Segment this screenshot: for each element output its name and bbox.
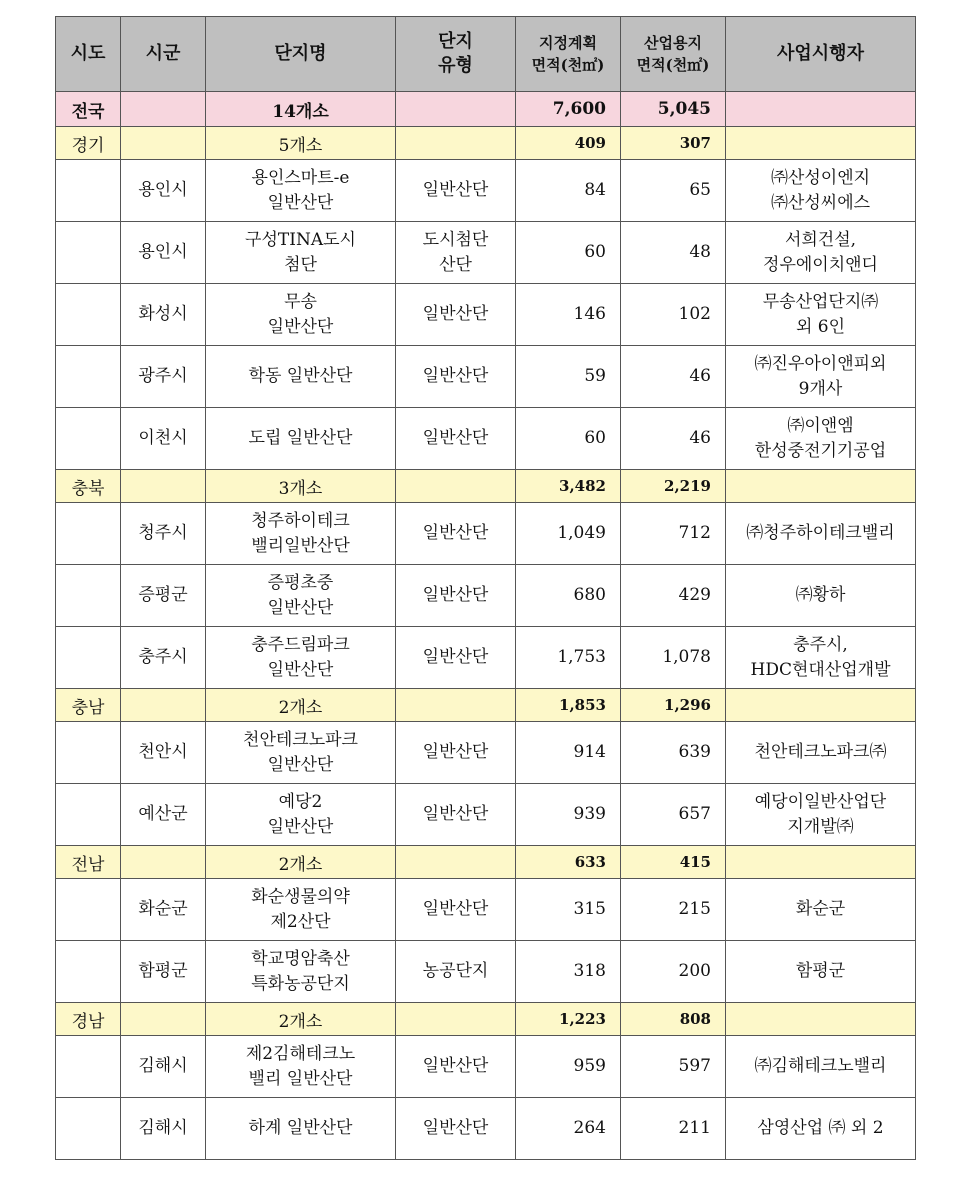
complex-cell xyxy=(206,284,396,346)
complex-line: 밸리 일반산단 xyxy=(248,1068,353,1089)
header-complex: 단지명 xyxy=(206,17,396,92)
complex-cell xyxy=(206,503,396,565)
operator-line: ㈜산성이엔지 xyxy=(770,167,871,188)
province-subtotal-row xyxy=(56,127,916,160)
plan-area-cell: 1,753 xyxy=(516,627,621,689)
complex-line: 학교명암축산 xyxy=(251,948,350,969)
national-count: 14개소 xyxy=(206,92,396,127)
industrial-area-cell: 46 xyxy=(621,346,726,408)
city-cell: 예산군 xyxy=(121,784,206,846)
header-type-line1: 단지 xyxy=(438,31,473,52)
plan-area-cell: 60 xyxy=(516,222,621,284)
operator-line: 한성중전기기공업 xyxy=(754,440,887,461)
complex-line: 밸리일반산단 xyxy=(251,535,350,556)
operator-line: 천안테크노파크㈜ xyxy=(754,742,887,762)
table-row xyxy=(56,346,916,408)
province-industrial-area: 307 xyxy=(621,127,726,160)
type-line: 일반산단 xyxy=(422,366,489,386)
industrial-area-cell: 200 xyxy=(621,941,726,1003)
operator-cell xyxy=(726,346,916,408)
province-city-empty xyxy=(121,689,206,722)
province-empty xyxy=(56,722,121,784)
industrial-area-cell: 429 xyxy=(621,565,726,627)
complex-cell xyxy=(206,784,396,846)
operator-cell xyxy=(726,222,916,284)
complex-line: 도립 일반산단 xyxy=(248,428,353,448)
province-count: 3개소 xyxy=(206,470,396,503)
operator-line: 삼영산업 ㈜ 외 2 xyxy=(757,1118,884,1138)
type-line: 일반산단 xyxy=(422,585,489,605)
type-cell xyxy=(396,284,516,346)
header-industrial-area-line2: 면적(천㎡) xyxy=(636,56,710,74)
operator-cell xyxy=(726,1036,916,1098)
operator-cell xyxy=(726,627,916,689)
complex-line: 무송 xyxy=(284,291,317,312)
type-cell xyxy=(396,346,516,408)
plan-area-cell: 680 xyxy=(516,565,621,627)
industrial-area-cell: 657 xyxy=(621,784,726,846)
type-cell xyxy=(396,879,516,941)
type-cell xyxy=(396,503,516,565)
operator-cell xyxy=(726,941,916,1003)
province-count: 5개소 xyxy=(206,127,396,160)
operator-cell xyxy=(726,1098,916,1160)
type-cell xyxy=(396,222,516,284)
province-subtotal-row xyxy=(56,846,916,879)
province-type-empty xyxy=(396,1003,516,1036)
complex-cell xyxy=(206,408,396,470)
province-subtotal-row xyxy=(56,470,916,503)
industrial-area-cell: 48 xyxy=(621,222,726,284)
operator-cell xyxy=(726,879,916,941)
complex-line: 제2김해테크노 xyxy=(245,1043,356,1064)
header-operator: 사업시행자 xyxy=(726,17,916,92)
type-line: 일반산단 xyxy=(422,647,489,667)
province-subtotal-row xyxy=(56,1003,916,1036)
operator-cell xyxy=(726,784,916,846)
table-row xyxy=(56,627,916,689)
header-type xyxy=(396,17,516,92)
complex-line: 특화농공단지 xyxy=(251,973,350,994)
type-cell xyxy=(396,1036,516,1098)
national-type-empty xyxy=(396,92,516,127)
province-plan-area: 1,853 xyxy=(516,689,621,722)
type-line: 일반산단 xyxy=(422,1118,489,1138)
operator-line: 지개발㈜ xyxy=(787,816,854,837)
national-operator-empty xyxy=(726,92,916,127)
complex-line: 일반산단 xyxy=(267,659,334,680)
operator-cell xyxy=(726,503,916,565)
industrial-area-cell: 712 xyxy=(621,503,726,565)
operator-line: 정우에이치앤디 xyxy=(763,254,878,275)
operator-line: ㈜산성씨에스 xyxy=(770,192,871,213)
plan-area-cell: 84 xyxy=(516,160,621,222)
type-cell xyxy=(396,784,516,846)
province-count: 2개소 xyxy=(206,689,396,722)
header-industrial-area-line1: 산업용지 xyxy=(644,34,702,52)
city-cell: 충주시 xyxy=(121,627,206,689)
table-body xyxy=(56,92,916,1160)
industrial-area-cell: 65 xyxy=(621,160,726,222)
province-empty xyxy=(56,222,121,284)
complex-line: 용인스마트-e xyxy=(251,167,350,188)
province-industrial-area: 1,296 xyxy=(621,689,726,722)
province-type-empty xyxy=(396,127,516,160)
complex-cell xyxy=(206,941,396,1003)
city-cell: 증평군 xyxy=(121,565,206,627)
province-type-empty xyxy=(396,846,516,879)
operator-line: 외 6인 xyxy=(795,316,846,337)
operator-line: ㈜청주하이테크밸리 xyxy=(746,523,895,543)
national-total-row xyxy=(56,92,916,127)
complex-line: 일반산단 xyxy=(267,316,334,337)
operator-cell xyxy=(726,408,916,470)
national-industrial-area: 5,045 xyxy=(621,92,726,127)
plan-area-cell: 315 xyxy=(516,879,621,941)
city-cell: 광주시 xyxy=(121,346,206,408)
city-cell: 화성시 xyxy=(121,284,206,346)
industrial-area-cell: 639 xyxy=(621,722,726,784)
type-line: 일반산단 xyxy=(422,742,489,762)
complex-line: 예당2 xyxy=(278,791,323,812)
complex-line: 구성TINA도시 xyxy=(245,229,356,250)
operator-line: 예당이일반산업단 xyxy=(754,791,887,812)
table-row xyxy=(56,408,916,470)
complex-cell xyxy=(206,160,396,222)
city-cell: 함평군 xyxy=(121,941,206,1003)
complex-cell xyxy=(206,1098,396,1160)
type-line: 일반산단 xyxy=(422,180,489,200)
type-cell xyxy=(396,1098,516,1160)
type-line: 농공단지 xyxy=(422,961,489,981)
province-industrial-area: 415 xyxy=(621,846,726,879)
industrial-area-cell: 1,078 xyxy=(621,627,726,689)
plan-area-cell: 146 xyxy=(516,284,621,346)
complex-line: 하계 일반산단 xyxy=(248,1118,353,1138)
table-row xyxy=(56,722,916,784)
province-operator-empty xyxy=(726,127,916,160)
complex-line: 증평초중 xyxy=(267,572,334,593)
plan-area-cell: 264 xyxy=(516,1098,621,1160)
complex-line: 제2산단 xyxy=(270,911,331,932)
province-empty xyxy=(56,1036,121,1098)
operator-cell xyxy=(726,722,916,784)
plan-area-cell: 959 xyxy=(516,1036,621,1098)
province-type-empty xyxy=(396,470,516,503)
header-plan-area-line1: 지정계획 xyxy=(539,34,597,52)
operator-cell xyxy=(726,160,916,222)
operator-line: ㈜황하 xyxy=(795,585,846,605)
table-row xyxy=(56,160,916,222)
complex-cell xyxy=(206,722,396,784)
industrial-area-cell: 46 xyxy=(621,408,726,470)
complex-line: 화순생물의약 xyxy=(251,886,350,907)
province-empty xyxy=(56,1098,121,1160)
complex-cell xyxy=(206,627,396,689)
province-plan-area: 3,482 xyxy=(516,470,621,503)
type-line: 일반산단 xyxy=(422,523,489,543)
operator-line: 서희건설, xyxy=(784,229,857,250)
province-empty xyxy=(56,879,121,941)
complex-line: 일반산단 xyxy=(267,192,334,213)
complex-cell xyxy=(206,879,396,941)
province-empty xyxy=(56,408,121,470)
province-empty xyxy=(56,160,121,222)
type-line: 도시첨단 xyxy=(422,229,489,250)
type-line: 일반산단 xyxy=(422,1056,489,1076)
operator-line: HDC현대산업개발 xyxy=(750,659,891,680)
city-cell: 화순군 xyxy=(121,879,206,941)
city-cell: 천안시 xyxy=(121,722,206,784)
operator-line: 무송산업단지㈜ xyxy=(762,291,879,312)
province-operator-empty xyxy=(726,470,916,503)
header-industrial-area xyxy=(621,17,726,92)
national-province: 전국 xyxy=(56,92,121,127)
complex-line: 충주드림파크 xyxy=(251,634,350,655)
plan-area-cell: 59 xyxy=(516,346,621,408)
header-city: 시군 xyxy=(121,17,206,92)
plan-area-cell: 318 xyxy=(516,941,621,1003)
province-count: 2개소 xyxy=(206,1003,396,1036)
industrial-area-cell: 102 xyxy=(621,284,726,346)
table-row xyxy=(56,284,916,346)
complex-cell xyxy=(206,565,396,627)
province-operator-empty xyxy=(726,689,916,722)
operator-line: 화순군 xyxy=(795,899,846,919)
province-name: 전남 xyxy=(56,846,121,879)
city-cell: 김해시 xyxy=(121,1098,206,1160)
province-name: 경남 xyxy=(56,1003,121,1036)
province-type-empty xyxy=(396,689,516,722)
table-row xyxy=(56,1036,916,1098)
type-line: 일반산단 xyxy=(422,428,489,448)
province-city-empty xyxy=(121,127,206,160)
operator-line: ㈜김해테크노밸리 xyxy=(754,1056,887,1076)
complex-line: 일반산단 xyxy=(267,754,334,775)
complex-cell xyxy=(206,1036,396,1098)
complex-cell xyxy=(206,346,396,408)
complex-line: 청주하이테크 xyxy=(251,510,350,531)
operator-line: 9개사 xyxy=(798,378,843,399)
header-row xyxy=(56,17,916,92)
operator-line: ㈜이앤엠 xyxy=(787,415,854,436)
type-cell xyxy=(396,160,516,222)
national-city-empty xyxy=(121,92,206,127)
province-empty xyxy=(56,346,121,408)
type-cell xyxy=(396,408,516,470)
province-empty xyxy=(56,784,121,846)
type-line: 일반산단 xyxy=(422,804,489,824)
header-plan-area-line2: 면적(천㎡) xyxy=(531,56,605,74)
type-cell xyxy=(396,565,516,627)
table-row xyxy=(56,941,916,1003)
province-plan-area: 409 xyxy=(516,127,621,160)
plan-area-cell: 1,049 xyxy=(516,503,621,565)
province-city-empty xyxy=(121,846,206,879)
city-cell: 김해시 xyxy=(121,1036,206,1098)
plan-area-cell: 60 xyxy=(516,408,621,470)
table-row xyxy=(56,565,916,627)
province-subtotal-row xyxy=(56,689,916,722)
type-line: 일반산단 xyxy=(422,304,489,324)
province-empty xyxy=(56,941,121,1003)
province-name: 경기 xyxy=(56,127,121,160)
table-row xyxy=(56,222,916,284)
province-empty xyxy=(56,284,121,346)
industrial-complex-table xyxy=(55,16,916,1160)
city-cell: 용인시 xyxy=(121,222,206,284)
operator-cell xyxy=(726,284,916,346)
province-industrial-area: 2,219 xyxy=(621,470,726,503)
type-cell xyxy=(396,627,516,689)
complex-line: 첨단 xyxy=(284,254,317,275)
operator-line: ㈜진우아이앤피외 xyxy=(754,353,887,374)
complex-line: 천안테크노파크 xyxy=(243,729,358,750)
complex-line: 일반산단 xyxy=(267,597,334,618)
province-industrial-area: 808 xyxy=(621,1003,726,1036)
province-empty xyxy=(56,627,121,689)
province-empty xyxy=(56,565,121,627)
national-plan-area: 7,600 xyxy=(516,92,621,127)
operator-line: 충주시, xyxy=(793,634,848,655)
industrial-area-cell: 211 xyxy=(621,1098,726,1160)
province-empty xyxy=(56,503,121,565)
industrial-area-cell: 597 xyxy=(621,1036,726,1098)
header-type-line2: 유형 xyxy=(438,55,473,76)
table-row xyxy=(56,784,916,846)
header-province: 시도 xyxy=(56,17,121,92)
province-count: 2개소 xyxy=(206,846,396,879)
province-plan-area: 633 xyxy=(516,846,621,879)
province-name: 충남 xyxy=(56,689,121,722)
complex-cell xyxy=(206,222,396,284)
province-operator-empty xyxy=(726,846,916,879)
complex-line: 학동 일반산단 xyxy=(248,366,353,386)
industrial-area-cell: 215 xyxy=(621,879,726,941)
plan-area-cell: 914 xyxy=(516,722,621,784)
operator-line: 함평군 xyxy=(795,961,846,981)
city-cell: 이천시 xyxy=(121,408,206,470)
province-city-empty xyxy=(121,470,206,503)
type-line: 산단 xyxy=(439,254,472,275)
city-cell: 청주시 xyxy=(121,503,206,565)
header-plan-area xyxy=(516,17,621,92)
province-operator-empty xyxy=(726,1003,916,1036)
type-line: 일반산단 xyxy=(422,899,489,919)
province-name: 충북 xyxy=(56,470,121,503)
province-plan-area: 1,223 xyxy=(516,1003,621,1036)
city-cell: 용인시 xyxy=(121,160,206,222)
complex-line: 일반산단 xyxy=(267,816,334,837)
table-row xyxy=(56,1098,916,1160)
plan-area-cell: 939 xyxy=(516,784,621,846)
type-cell xyxy=(396,722,516,784)
table-row xyxy=(56,879,916,941)
operator-cell xyxy=(726,565,916,627)
province-city-empty xyxy=(121,1003,206,1036)
table-row xyxy=(56,503,916,565)
type-cell xyxy=(396,941,516,1003)
